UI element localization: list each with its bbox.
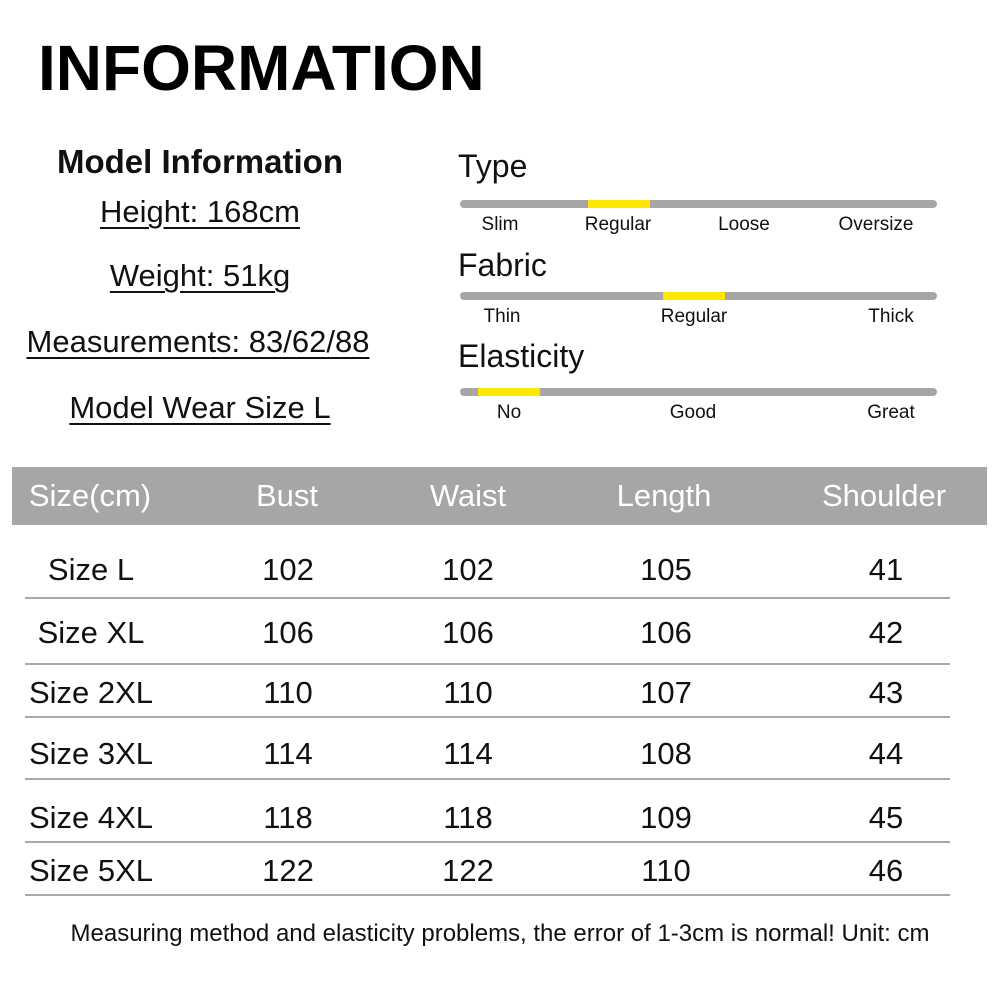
cell-shoulder: 44: [868, 736, 904, 771]
table-row: [25, 552, 950, 599]
table-row: [25, 599, 950, 665]
cell-bust: 106: [262, 615, 314, 650]
type-bar: [460, 200, 937, 208]
cell-waist: 102: [442, 552, 494, 587]
cell-waist: 114: [443, 736, 493, 771]
model-measurements: [0, 326, 398, 357]
elasticity-bar: [460, 388, 937, 396]
page-title: INFORMATION: [38, 32, 485, 104]
cell-shoulder: 46: [868, 853, 904, 888]
type-selected-indicator: [588, 200, 650, 208]
cell-length: 107: [640, 675, 692, 710]
cell-length: 106: [640, 615, 692, 650]
header-waist: Waist: [429, 478, 507, 513]
cell-size: Size XL: [37, 615, 145, 650]
model-measurements-text: Measurements: 83/62/88: [26, 324, 370, 359]
model-weight-text: Weight: 51kg: [109, 258, 291, 293]
elasticity-option-good: Good: [669, 402, 717, 423]
fabric-selected-indicator: [663, 292, 725, 300]
size-table-header: [12, 467, 987, 525]
fabric-label: Fabric: [458, 247, 547, 283]
type-label: Type: [458, 148, 528, 184]
cell-size: Size 2XL: [28, 675, 154, 710]
model-wear-size-text: Model Wear Size L: [69, 390, 331, 425]
cell-size: Size 5XL: [28, 853, 154, 888]
table-row: [25, 843, 950, 896]
cell-waist: 110: [443, 675, 493, 710]
cell-bust: 118: [263, 800, 313, 835]
model-height: [0, 196, 400, 227]
model-height-text: Height: 168cm: [100, 194, 300, 229]
header-shoulder: Shoulder: [821, 478, 947, 513]
cell-bust: 102: [262, 552, 314, 587]
header-length: Length: [616, 478, 712, 513]
header-size: Size(cm): [28, 478, 152, 513]
fabric-bar: [460, 292, 937, 300]
fabric-option-regular: Regular: [660, 306, 728, 327]
table-row: [25, 780, 950, 843]
type-option-oversize: Oversize: [838, 214, 914, 235]
type-option-regular: Regular: [584, 214, 652, 235]
elasticity-label: Elasticity: [458, 338, 585, 374]
header-bust: Bust: [255, 478, 319, 513]
cell-bust: 110: [263, 675, 313, 710]
cell-size: Size 3XL: [28, 736, 154, 771]
elasticity-selected-indicator: [478, 388, 540, 396]
cell-size: Size 4XL: [28, 800, 154, 835]
model-wear-size: [0, 392, 400, 423]
model-weight: [0, 260, 400, 291]
cell-size: Size L: [47, 552, 135, 587]
footnote: Measuring method and elasticity problems, the error of 1-3cm is normal! Unit: cm: [70, 920, 930, 947]
cell-waist: 106: [442, 615, 494, 650]
cell-shoulder: 42: [868, 615, 904, 650]
cell-length: 108: [640, 736, 692, 771]
fabric-option-thin: Thin: [483, 306, 521, 327]
cell-shoulder: 43: [868, 675, 904, 710]
table-row: [25, 718, 950, 780]
table-row: [25, 665, 950, 718]
cell-length: 105: [640, 552, 692, 587]
model-info-heading: Model Information: [57, 143, 343, 180]
cell-shoulder: 45: [868, 800, 904, 835]
cell-length: 110: [641, 853, 691, 888]
cell-bust: 114: [263, 736, 313, 771]
elasticity-option-great: Great: [867, 402, 915, 423]
cell-waist: 122: [442, 853, 494, 888]
type-option-slim: Slim: [481, 214, 519, 235]
cell-shoulder: 41: [868, 552, 904, 587]
fabric-option-thick: Thick: [868, 306, 914, 327]
type-option-loose: Loose: [718, 214, 770, 235]
elasticity-option-no: No: [496, 402, 522, 423]
cell-length: 109: [640, 800, 692, 835]
cell-bust: 122: [262, 853, 314, 888]
cell-waist: 118: [443, 800, 493, 835]
